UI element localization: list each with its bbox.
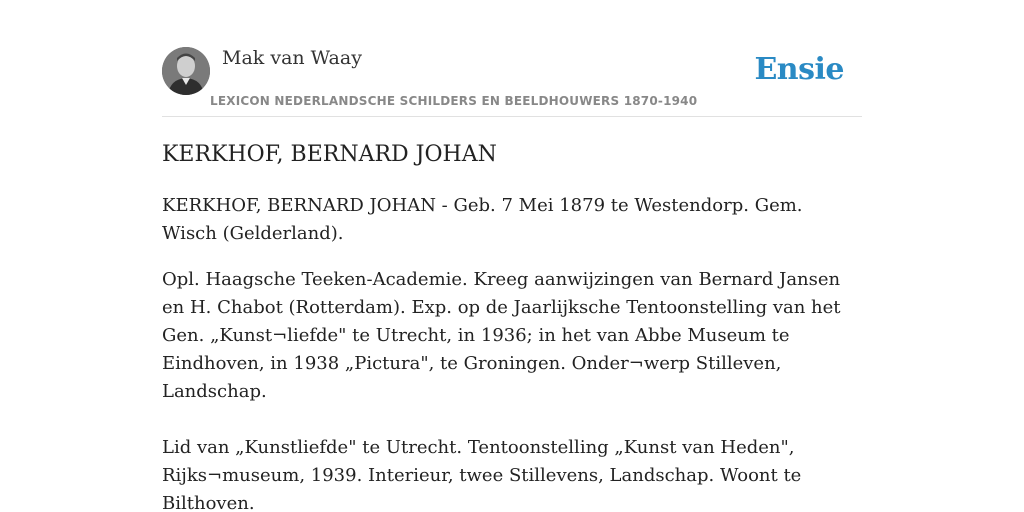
lexicon-subtitle[interactable]: LEXICON NEDERLANDSCHE SCHILDERS EN BEELDHOUWERS 1870-1940 [210,94,698,108]
author-avatar[interactable] [162,47,210,95]
article-paragraph: KERKHOF, BERNARD JOHAN - Geb. 7 Mei 1879 te Westendorp. Gem. Wisch (Gelderland). [162,195,803,244]
article-paragraph: Lid van „Kunstliefde" te Utrecht. Tentoonstelling „Kunst van Heden", Rijks¬museum, 1939. Interieur, twee Stillevens, Landschap. Woont te Bilthoven. [162,437,802,512]
author-name[interactable]: Mak van Waay [222,47,362,69]
header [162,46,862,117]
portrait-icon [162,47,210,95]
article-title: KERKHOF, BERNARD JOHAN [162,142,497,167]
article-paragraph: Opl. Haagsche Teeken-Academie. Kreeg aanwijzingen van Bernard Jansen en H. Chabot (Rotterdam). Exp. op de Jaarlijksche Tentoonstelling van het Gen. „Kunst¬liefde" te Utrecht, in 1936; in het van Abbe Museum te Eindhoven, in 1938 „Pictura", te Groningen. Onder¬werp Stilleven, Landschap. [162,269,841,402]
brand-logo[interactable]: Ensie [754,52,844,87]
article-body [162,192,862,512]
